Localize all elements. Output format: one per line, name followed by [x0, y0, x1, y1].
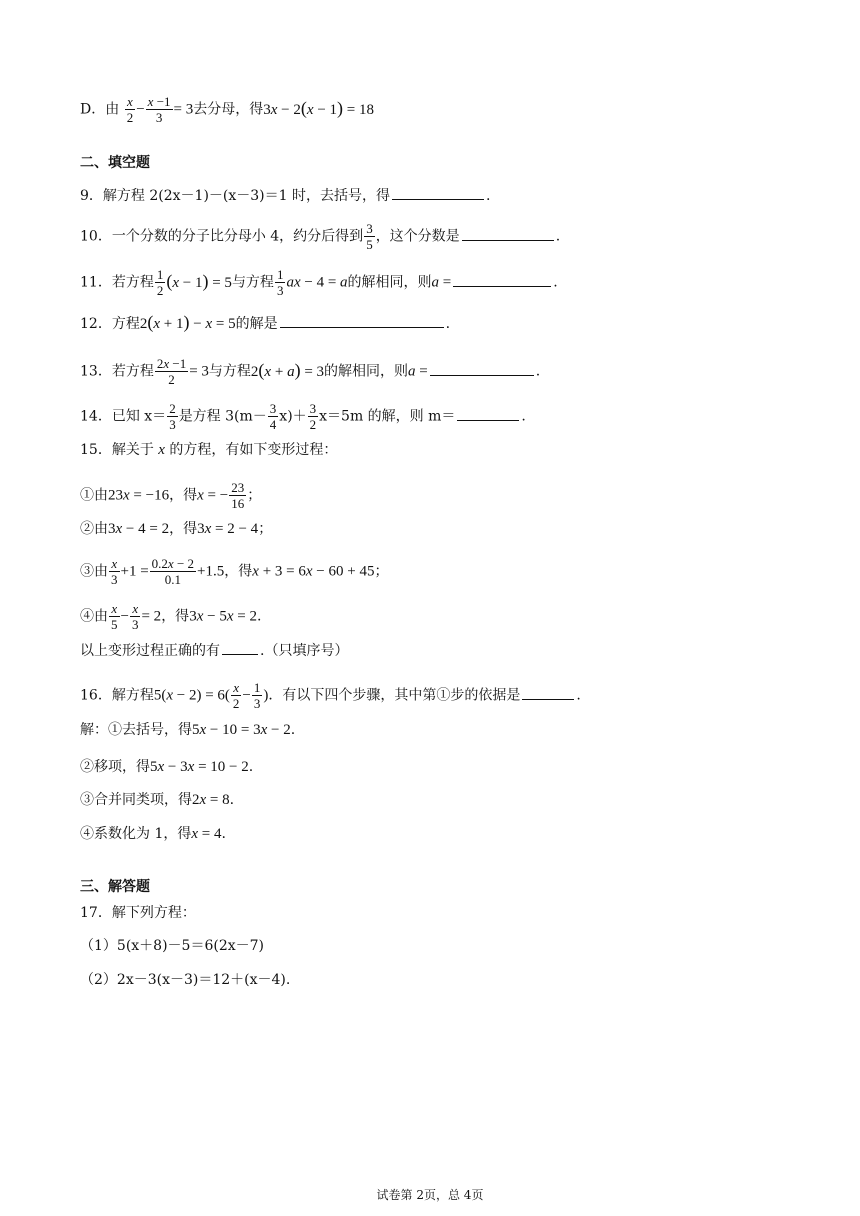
page-footer: 试卷第 2页，总 4页: [376, 1188, 484, 1202]
q15-step-3: ③由 $\frac{x}{3}$ +1 = $\frac{0.2x - 2}{0.1}$ +1.5，得x + 3 = 6x − 60 + 45；: [80, 556, 389, 587]
option-d: D．由 $\frac{x}{2}$ − $\frac{x -1}{3}$ = 3去分母，得3x − 2(x − 1) = 18: [80, 94, 374, 125]
fraction: $\frac{3}{2}$: [309, 401, 317, 432]
question-14: 14．已知 x＝ $\frac{2}{3}$ 是方程 3(m－ $\frac{3}{4}$ x)＋ $\frac{3}{2}$ x＝5m 的解，则 m＝ .: [80, 401, 526, 432]
answer-blank[interactable]: [430, 361, 534, 376]
fraction: $\frac{x}{2}$: [232, 680, 240, 711]
q16-step-4: ④系数化为 1，得x = 4.: [80, 826, 226, 842]
q15-step-2: ②由3x − 4 = 2，得3x = 2 − 4；: [80, 521, 273, 537]
section-heading-solve: 三、解答题: [80, 879, 150, 895]
q17-part-1: （1）5(x＋8)－5＝6(2x－7): [80, 938, 264, 954]
q15-conclusion: 以上变形过程正确的有 .（只填序号）: [80, 640, 348, 661]
answer-blank[interactable]: [280, 313, 444, 328]
q16-step-3: ③合并同类项，得2x = 8.: [80, 792, 235, 808]
q15-step-1: ①由23x = −16，得x = − $\frac{23}{16}$ ；: [80, 480, 262, 511]
fraction: $\frac{x}{2}$: [126, 94, 134, 125]
fraction: $\frac{1}{3}$: [276, 267, 284, 298]
question-13: 13．若方程 $\frac{2x -1}{2}$ = 3与方程2(x + a) = 3的解相同，则a = .: [80, 356, 541, 387]
question-17: 17．解下列方程：: [80, 905, 196, 921]
answer-blank[interactable]: [522, 685, 574, 700]
question-9: 9．解方程 2(2x－1)－(x－3)＝1 时，去括号，得 .: [80, 185, 490, 206]
answer-blank[interactable]: [453, 272, 551, 287]
fraction: $\frac{x}{3}$: [131, 601, 139, 632]
fraction: $\frac{23}{16}$: [231, 480, 245, 511]
answer-blank[interactable]: [462, 226, 554, 241]
question-12: 12．方程2(x + 1) − x = 5的解是 .: [80, 312, 451, 332]
fraction: $\frac{0.2x - 2}{0.1}$: [151, 556, 195, 587]
fraction: $\frac{1}{2}$: [156, 267, 164, 298]
fraction: $\frac{1}{3}$: [253, 680, 261, 711]
question-10: 10．一个分数的分子比分母小 4，约分后得到 $\frac{3}{5}$ ，这个分数是 .: [80, 221, 561, 252]
fraction: $\frac{x}{3}$: [111, 556, 118, 587]
answer-blank[interactable]: [392, 185, 484, 200]
question-16: 16．解方程5(x − 2) = 6( $\frac{x}{2}$ − $\frac{1}{3}$ )．有以下四个步骤，其中第①步的依据是 .: [80, 680, 581, 711]
fraction: $\frac{3}{4}$: [269, 401, 277, 432]
answer-blank[interactable]: [222, 640, 258, 655]
fraction: $\frac{x}{5}$: [111, 601, 118, 632]
fraction: $\frac{2x -1}{2}$: [156, 356, 187, 387]
q17-part-2: （2）2x－3(x－3)＝12＋(x－4).: [80, 972, 291, 988]
answer-blank[interactable]: [457, 406, 519, 421]
q15-step-4: ④由 $\frac{x}{5}$ − $\frac{x}{3}$ = 2，得3x − 5x = 2.: [80, 601, 262, 632]
fraction: $\frac{2}{3}$: [169, 401, 176, 432]
question-11: 11．若方程 $\frac{1}{2}$ (x − 1) = 5与方程 $\frac{1}{3}$ ax − 4 = a的解相同，则a = .: [80, 267, 558, 298]
question-15: 15．解关于 x 的方程，有如下变形过程：: [80, 442, 338, 458]
q16-step-2: ②移项，得5x − 3x = 10 − 2.: [80, 759, 254, 775]
fraction: $\frac{3}{5}$: [366, 221, 373, 252]
fraction: $\frac{x -1}{3}$: [147, 94, 171, 125]
q16-step-1: 解：①去括号，得5x − 10 = 3x − 2.: [80, 722, 296, 738]
section-heading-fill: 二、填空题: [80, 155, 150, 171]
